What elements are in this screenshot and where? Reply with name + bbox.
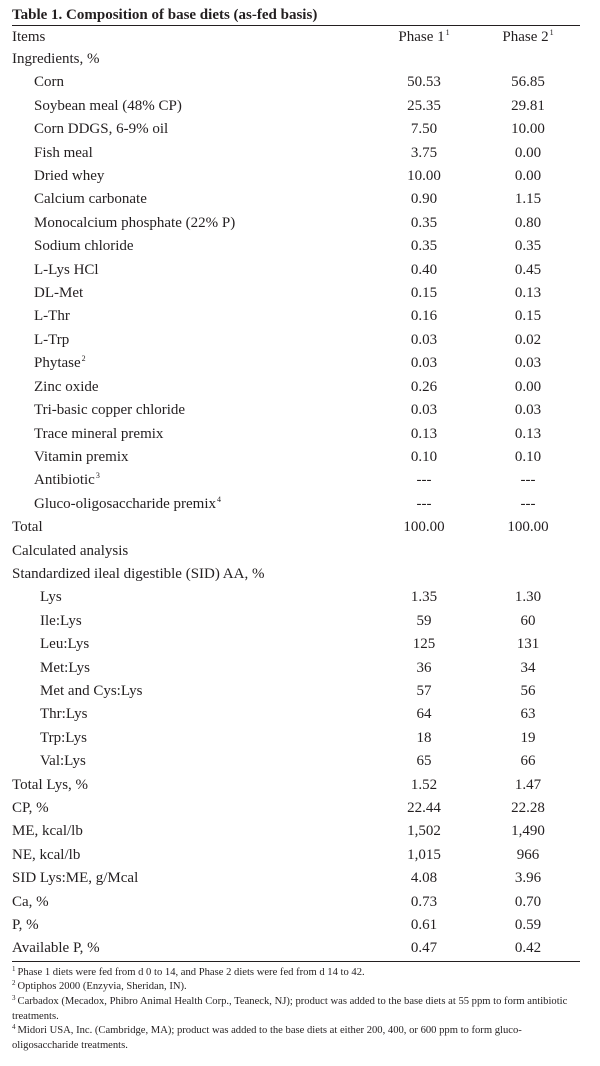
table-row <box>12 867 580 890</box>
phase-1-value: 10.00 <box>407 168 441 185</box>
phase-2-value: 0.00 <box>514 168 542 185</box>
header-phase-2-footnote-marker: 1 <box>549 28 554 37</box>
row-label: Ca, % <box>12 893 49 910</box>
table-row <box>12 891 580 914</box>
table-row <box>12 540 580 563</box>
table-row <box>12 329 580 352</box>
phase-1-value: 50.53 <box>407 74 441 91</box>
header-phase-1-footnote-marker: 1 <box>445 28 450 37</box>
table-row <box>12 680 580 703</box>
table-row <box>12 469 580 492</box>
phase-1-value: 0.13 <box>410 425 438 442</box>
phase-1-value: 0.10 <box>410 448 438 465</box>
phase-2-value <box>476 540 580 563</box>
table-row <box>12 282 580 305</box>
phase-2-value: 56.85 <box>511 74 545 91</box>
row-label: Total Lys, % <box>12 776 89 793</box>
phase-1-value: 59 <box>416 612 432 629</box>
row-label: ME, kcal/lb <box>12 823 83 840</box>
table-row <box>12 212 580 235</box>
table-row <box>12 48 580 71</box>
table-row <box>12 188 580 211</box>
phase-1-value: 0.73 <box>410 893 438 910</box>
footnote-text: Optiphos 2000 (Enzyvia, Sheridan, IN). <box>17 981 187 993</box>
footnote-marker: 2 <box>12 979 16 988</box>
phase-1-value: 1.52 <box>410 776 438 793</box>
phase-1-value: 0.15 <box>410 285 438 302</box>
table-row <box>12 586 580 609</box>
phase-2-value: 63 <box>520 706 536 723</box>
phase-1-value: 1,015 <box>407 846 441 863</box>
footnote-marker: 2 <box>81 354 86 364</box>
phase-2-value: 1.30 <box>514 589 542 606</box>
phase-1-value: 57 <box>416 682 432 699</box>
table-row <box>12 610 580 633</box>
table-row <box>12 937 580 960</box>
table-row <box>12 446 580 469</box>
phase-1-value: 0.03 <box>410 331 438 348</box>
phase-2-value <box>476 563 580 586</box>
row-label: Total <box>12 519 43 536</box>
row-label: Soybean meal (48% CP) <box>34 97 182 114</box>
phase-1-value <box>372 563 476 586</box>
phase-2-value: 1,490 <box>511 823 545 840</box>
row-label: Fish meal <box>34 144 93 161</box>
table-row <box>12 820 580 843</box>
row-label: Phytase$^2$ <box>34 354 86 372</box>
row-label: Val:Lys <box>40 753 86 770</box>
header-items: Items <box>12 29 46 45</box>
phase-2-value: 0.70 <box>514 893 542 910</box>
header-phase-2: Phase $2^1$ <box>502 28 554 45</box>
row-label: Tri-basic copper chloride <box>34 402 186 419</box>
table-row <box>12 493 580 516</box>
table-row <box>12 259 580 282</box>
phase-2-value: 0.02 <box>514 331 542 348</box>
phase-2-value: 56 <box>520 682 536 699</box>
phase-2-value: 0.15 <box>514 308 542 325</box>
footnote <box>12 966 580 981</box>
phase-1-value: 0.90 <box>410 191 438 208</box>
row-label: L-Trp <box>34 331 70 348</box>
phase-1-value: 65 <box>416 753 432 770</box>
row-label: Leu:Lys <box>40 636 90 653</box>
table-row <box>12 563 580 586</box>
phase-2-value: 0.80 <box>514 214 542 231</box>
row-label: Thr:Lys <box>40 706 88 723</box>
phase-2-value: 0.00 <box>514 378 542 395</box>
phase-2-value: 0.03 <box>514 355 542 372</box>
phase-2-value: 29.81 <box>511 97 545 114</box>
footnote-marker: 4 <box>12 1023 16 1032</box>
table-row <box>12 657 580 680</box>
phase-2-value: --- <box>520 472 536 489</box>
row-label: Standardized ileal digestible (SID) AA, % <box>12 565 265 582</box>
row-label: L-Thr <box>34 308 70 325</box>
document-page <box>12 6 580 1053</box>
phase-2-value: 66 <box>520 753 536 770</box>
phase-1-value <box>372 540 476 563</box>
phase-2-value: 10.00 <box>511 121 545 138</box>
phase-2-value: 0.13 <box>514 425 542 442</box>
phase-1-value: 7.50 <box>410 121 438 138</box>
row-label: Trace mineral premix <box>34 425 164 442</box>
footnote <box>12 1024 580 1053</box>
phase-1-value: 1.35 <box>410 589 438 606</box>
phase-2-value: 131 <box>516 636 540 653</box>
row-label: L-Lys HCl <box>34 261 99 278</box>
row-label: SID Lys:ME, g/Mcal <box>12 870 139 887</box>
row-label: Met:Lys <box>40 659 91 676</box>
row-label: Corn <box>34 74 64 91</box>
bottom-rule <box>12 961 580 962</box>
footnote-marker: 3 <box>12 994 16 1003</box>
row-label: Zinc oxide <box>34 378 99 395</box>
phase-1-value <box>372 48 476 71</box>
phase-2-value: 0.42 <box>514 940 542 957</box>
table-row <box>12 235 580 258</box>
phase-1-value: 25.35 <box>407 97 441 114</box>
footnote <box>12 980 580 995</box>
footnote-text: Phase 1 diets were fed from d 0 to 14, and Phase 2 diets were fed from d 14 to 42. <box>17 966 365 978</box>
phase-1-value: 0.35 <box>410 214 438 231</box>
row-label: Trp:Lys <box>40 729 87 746</box>
diet-composition-table <box>12 26 580 961</box>
header-phase-1: Phase $1^1$ <box>398 28 450 45</box>
phase-2-value: 966 <box>516 846 540 863</box>
phase-2-value: 0.00 <box>514 144 542 161</box>
phase-1-value: 0.03 <box>410 355 438 372</box>
table-row <box>12 703 580 726</box>
footnote-text: Midori USA, Inc. (Cambridge, MA); product was added to the base diets at either 200, 400, or 600 ppm to form gluco-oligosaccharide treatments. <box>12 1025 522 1051</box>
phase-2-value: 3.96 <box>514 870 542 887</box>
row-label: Corn DDGS, 6-9% oil <box>34 121 169 138</box>
footnote-text: Carbadox (Mecadox, Phibro Animal Health Corp., Teaneck, NJ); product was added to the base diets at 55 ppm to form antibiotic treatments. <box>12 996 568 1022</box>
phase-2-value: 34 <box>520 659 536 676</box>
footnote-marker: 1 <box>12 964 16 973</box>
row-label: Dried whey <box>34 168 105 185</box>
row-label: P, % <box>12 917 39 934</box>
phase-1-value: 100.00 <box>403 519 445 536</box>
phase-1-value: 4.08 <box>410 870 438 887</box>
phase-1-value: 0.26 <box>410 378 438 395</box>
phase-1-value: 0.16 <box>410 308 438 325</box>
phase-2-value: 19 <box>520 729 536 746</box>
phase-1-value: 0.40 <box>410 261 438 278</box>
phase-2-value: 0.35 <box>514 238 542 255</box>
row-label: Monocalcium phosphate (22% P) <box>34 214 236 231</box>
phase-1-value: 3.75 <box>410 144 438 161</box>
phase-1-value: 0.47 <box>410 940 438 957</box>
table-row <box>12 774 580 797</box>
row-label: Available P, % <box>12 940 100 957</box>
row-label: Calcium carbonate <box>34 191 147 208</box>
row-label: Calculated analysis <box>12 542 129 559</box>
table-row <box>12 727 580 750</box>
row-label: Sodium chloride <box>34 238 134 255</box>
phase-1-value: 125 <box>412 636 436 653</box>
phase-2-value: 0.13 <box>514 285 542 302</box>
table-row <box>12 399 580 422</box>
table-row <box>12 142 580 165</box>
row-label: Gluco-oligosaccharide premix$^4$ <box>34 494 222 512</box>
table-title: Table 1. Composition of base diets (as-fed basis) <box>12 7 318 23</box>
phase-1-value: 36 <box>416 659 432 676</box>
row-label: Ingredients, % <box>12 51 100 67</box>
phase-2-value: 1.47 <box>514 776 542 793</box>
phase-1-value: 1,502 <box>407 823 441 840</box>
table-row <box>12 914 580 937</box>
phase-1-value: 22.44 <box>407 800 441 816</box>
row-label: Antibiotic$^3$ <box>34 471 100 489</box>
table-row <box>12 516 580 539</box>
phase-1-value: 0.35 <box>410 238 438 255</box>
table-row <box>12 71 580 94</box>
row-label: Vitamin premix <box>34 448 129 465</box>
phase-2-value: 100.00 <box>507 519 549 536</box>
phase-2-value: 0.03 <box>514 402 542 419</box>
phase-2-value: 0.59 <box>514 917 542 934</box>
footnote-marker: 4 <box>217 494 222 504</box>
phase-2-value <box>476 48 580 71</box>
table-header-row <box>12 26 580 48</box>
table-row <box>12 376 580 399</box>
table-row <box>12 118 580 141</box>
table-body <box>12 48 580 961</box>
table-row <box>12 305 580 328</box>
phase-2-value: 0.45 <box>514 261 542 278</box>
phase-2-value: --- <box>520 495 536 512</box>
table-row <box>12 165 580 188</box>
table-row <box>12 750 580 773</box>
table-row <box>12 844 580 867</box>
table-row <box>12 633 580 656</box>
phase-2-value: 22.28 <box>511 800 545 816</box>
phase-2-value: 60 <box>520 612 536 629</box>
footnote <box>12 995 580 1024</box>
phase-1-value: 64 <box>416 706 432 723</box>
row-label: Met and Cys:Lys <box>40 682 143 699</box>
row-label: Lys <box>40 589 62 606</box>
row-label: CP, % <box>12 800 49 816</box>
phase-1-value: 0.03 <box>410 402 438 419</box>
footnotes <box>12 966 580 1054</box>
phase-1-value: 0.61 <box>410 917 438 934</box>
phase-2-value: 1.15 <box>514 191 542 208</box>
row-label: Ile:Lys <box>40 612 82 629</box>
table-row <box>12 352 580 375</box>
phase-1-value: --- <box>416 472 432 489</box>
footnote-marker: 3 <box>95 471 100 481</box>
row-label: NE, kcal/lb <box>12 846 81 863</box>
phase-1-value: 18 <box>416 729 432 746</box>
phase-2-value: 0.10 <box>514 448 542 465</box>
row-label: DL-Met <box>34 285 84 302</box>
table-row <box>12 423 580 446</box>
table-row <box>12 95 580 118</box>
table-row <box>12 797 580 820</box>
phase-1-value: --- <box>416 495 432 512</box>
